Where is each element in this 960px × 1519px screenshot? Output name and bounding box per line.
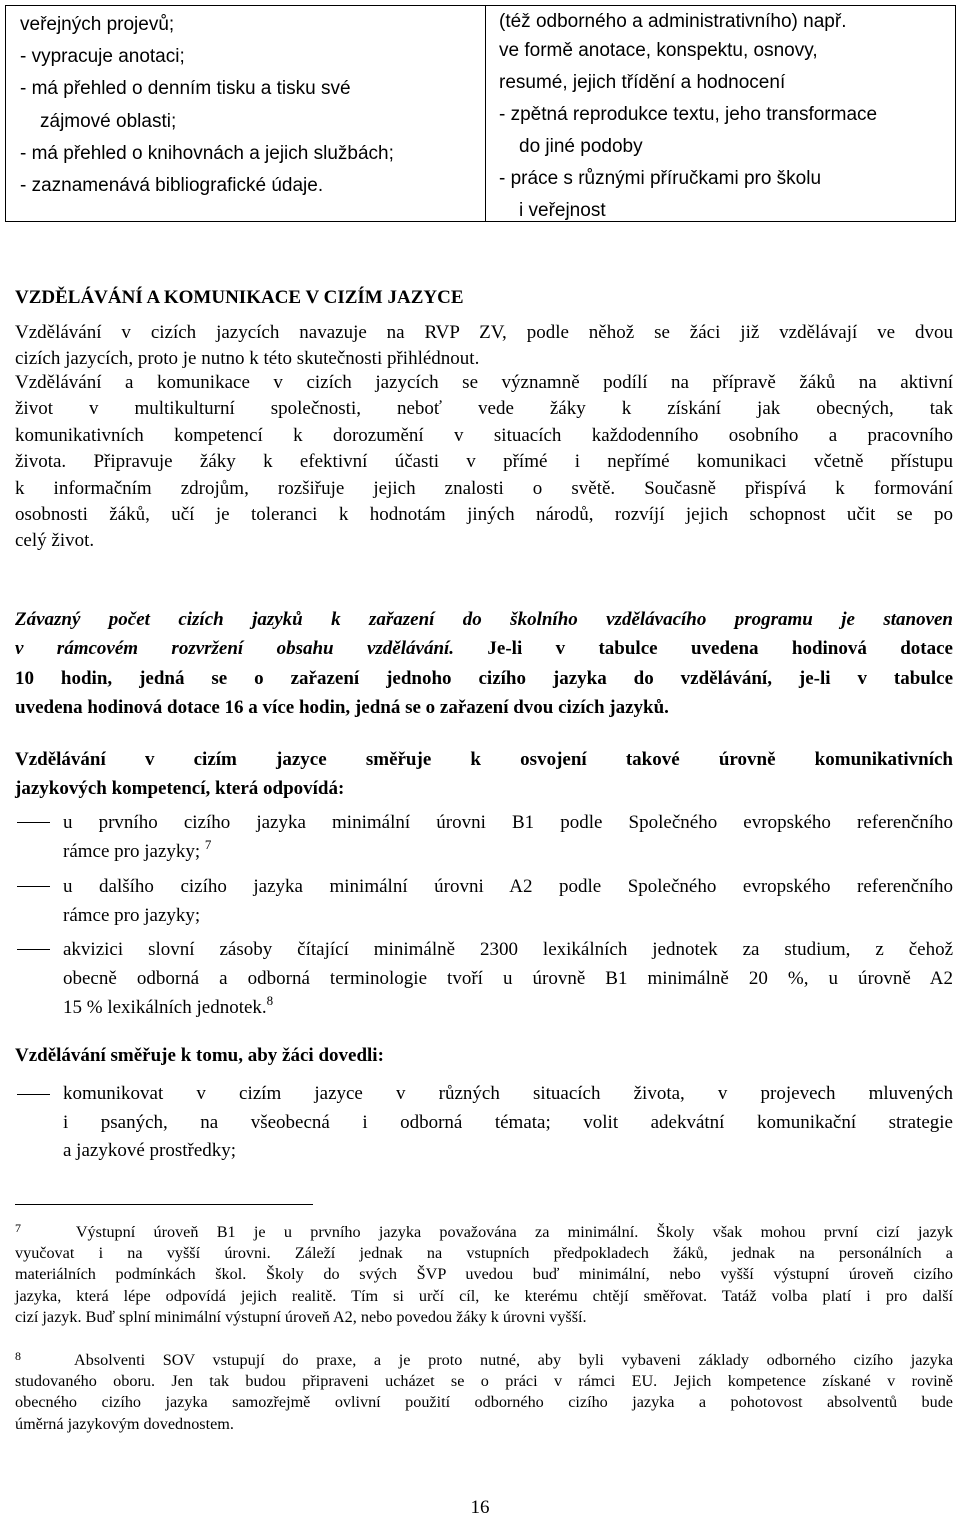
text-line: vyučovat i na vyšší úrovni. Záleží jednak na vstupních předpokladech žáků, jednak na personálních a	[15, 1244, 953, 1263]
footnote-8	[15, 1350, 953, 1435]
text-line: u dalšího cizího jazyka minimální úrovni A2 podle Společného evropského referenčního	[63, 876, 953, 897]
text-line: komunikativních kompetencí k dorozumění v situacích každodenního osobního a pracovního	[15, 424, 953, 446]
text-line: k informačním zdrojům, rozšiřuje jejich znalosti o světě. Současně přispívá k formování	[15, 477, 953, 499]
text-line: celý život.	[15, 530, 95, 552]
text-line: 10 hodin, jedná se o zařazení jednoho cizího jazyka do vzdělávání, je-li v tabulce	[15, 667, 953, 689]
text-line: úměrná jazykovým dovednostem.	[15, 1414, 234, 1433]
text-line: Vzdělávání směřuje k tomu, aby žáci dovedli:	[15, 1045, 384, 1066]
text-line: rámce pro jazyky;	[63, 905, 201, 926]
table-line: veřejných projevů;	[20, 14, 175, 35]
text-line: studovaného oboru. Jen tak budou připraveni ucházet se o práci v rámci EU. Jejich kompetence získané v rovině	[15, 1372, 953, 1391]
table-line: do jiné podoby	[519, 136, 643, 157]
text-line: osobnosti žáků, učí je toleranci k hodnotám jiných národů, rozvíjí jejich schopnost učit se po	[15, 504, 953, 526]
text-part: Je-li v tabulce uvedena hodinová dotace	[454, 638, 953, 660]
table-line: - zaznamenává bibliografické údaje.	[20, 175, 324, 197]
text-line: a jazykové prostředky;	[63, 1140, 237, 1161]
paragraph-competence-level	[15, 745, 953, 803]
paragraph-goals	[15, 1043, 953, 1069]
text-line: jazyka, která lépe odpovídá jejich realitě. Tím si určí cíl, ke kterému chtějí směřovat. Tatáž volba platí i pro další	[15, 1286, 953, 1305]
paragraph-language-count	[15, 605, 953, 723]
table-line: ve formě anotace, konspektu, osnovy,	[499, 40, 818, 61]
footnote-ref: 7	[204, 837, 212, 852]
table-cell-left	[6, 6, 486, 221]
table-line: - má přehled o knihovnách a jejich službách;	[20, 142, 394, 164]
table-line: i veřejnost	[519, 200, 606, 221]
text-part: Absolventi SOV vstupují do praxe, a je proto nutné, aby byli vybaveni základy odborného cizího jazyka	[74, 1351, 954, 1369]
list-item	[15, 1080, 953, 1166]
text-line: cizí jazyk. Buď splní minimální výstupní úroveň A2, nebo povedou žáky k úrovni vyšší.	[15, 1307, 587, 1326]
text-line: jazykových kompetencí, která odpovídá:	[15, 778, 345, 799]
table-line: - práce s různými příručkami pro školu	[499, 168, 822, 189]
list-item	[15, 935, 953, 1022]
text-line: Vzdělávání a komunikace v cizích jazycích se významně podílí na přípravě žáků na aktivní	[15, 372, 953, 393]
text-line: Vzdělávání v cizích jazycích navazuje na RVP ZV, podle něhož se žáci již vzdělávají ve dvou	[15, 322, 953, 343]
text-line: materiálních podmínkách škol. Školy do svých ŠVP uvedou buď minimální, nebo vyšší výstupní úroveň cizího	[15, 1265, 953, 1284]
text-part: rámce pro jazyky;	[63, 841, 205, 862]
text-emphasis: v rámcovém rozvržení obsahu vzdělávání.	[15, 638, 455, 660]
text-part: Výstupní úroveň B1 je u prvního jazyka považována za minimální. Školy však mohou první cizí jazyk	[75, 1223, 953, 1241]
text-line: Závazný počet cizích jazyků k zařazení do školního vzdělávacího programu je stanoven	[15, 609, 953, 630]
paragraph-purpose	[15, 370, 953, 555]
table-line: resumé, jejich třídění a hodnocení	[499, 72, 786, 93]
footnote-number: 8	[15, 1349, 21, 1363]
table-line: (též odborného a administrativního) např.	[499, 11, 847, 32]
text-line: obecně odborná a odborná terminologie tvoří u úrovně B1 minimálně 20 %, u úrovně A2	[63, 968, 953, 989]
text-line	[63, 993, 953, 1022]
list-item	[15, 872, 953, 930]
text-line: života. Připravuje žáky k efektivní účasti v přímé i nepřímé komunikaci včetně přístupu	[15, 451, 953, 473]
text-part: 15 % lexikálních jednotek.	[63, 997, 267, 1018]
text-line: život v multikulturní společnosti, neboť vede žáky k získání jak obecných, tak	[15, 398, 953, 420]
text-line: cizích jazycích, proto je nutno k této skutečnosti přihlédnout.	[15, 348, 480, 370]
footnote-7	[15, 1222, 953, 1328]
text-line: Vzdělávání v cizím jazyce směřuje k osvojení takové úrovně komunikativních	[15, 749, 953, 770]
text-line	[15, 1350, 953, 1371]
page-number: 16	[470, 1497, 490, 1518]
section-title: VZDĚLÁVÁNÍ A KOMUNIKACE V CIZÍM JAZYCE	[15, 287, 464, 308]
text-line: obecného cizího jazyka samozřejmě ovlivní použití odborného cizího jazyka a pohotovost absolventů bude	[15, 1393, 953, 1412]
text-line: i psaných, na všeobecná i odborná témata; volit adekvátní komunikační strategie	[63, 1111, 953, 1133]
list-item	[15, 808, 953, 866]
table-line: - má přehled o denním tisku a tisku své	[20, 78, 351, 100]
table-line: zájmové oblasti;	[40, 110, 177, 132]
paragraph-intro	[15, 320, 953, 373]
footnote-ref: 8	[266, 993, 274, 1008]
text-line	[63, 837, 953, 866]
text-line: akvizici slovní zásoby čítající minimálně 2300 lexikálních jednotek za studium, z čehož	[63, 939, 953, 960]
footnote-number: 7	[15, 1221, 21, 1235]
text-line	[15, 634, 953, 663]
table-cell-right	[486, 6, 955, 221]
competence-table	[5, 5, 956, 222]
text-line	[15, 1222, 953, 1243]
footnote-separator	[15, 1204, 313, 1205]
text-line: komunikovat v cizím jazyce v různých situacích života, v projevech mluvených	[63, 1083, 953, 1104]
table-line: - zpětná reprodukce textu, jeho transformace	[499, 104, 878, 125]
table-line: - vypracuje anotaci;	[20, 46, 185, 68]
text-line: uvedena hodinová dotace 16 a více hodin, jedná se o zařazení dvou cizích jazyků.	[15, 697, 669, 719]
text-line: u prvního cizího jazyka minimální úrovni B1 podle Společného evropského referenčního	[63, 812, 953, 833]
